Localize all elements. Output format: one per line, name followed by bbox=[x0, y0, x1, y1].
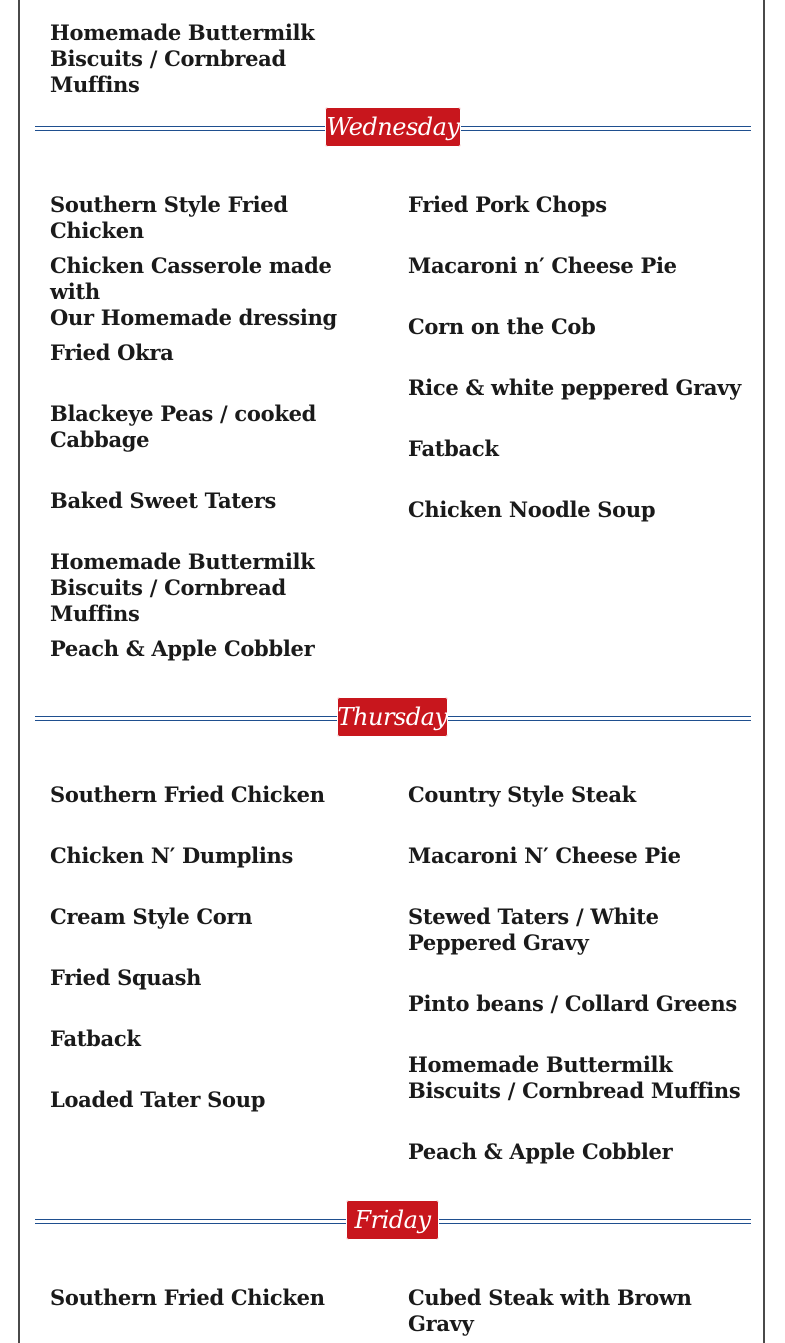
menu-item: Fatback bbox=[408, 436, 499, 461]
menu-item: Fried Okra bbox=[50, 340, 174, 365]
menu-item: Homemade Buttermilk Biscuits / Cornbread Muffins bbox=[408, 1052, 741, 1103]
menu-item: Peach & Apple Cobbler bbox=[50, 636, 315, 661]
menu-item: Cubed Steak with Brown Gravy bbox=[408, 1285, 692, 1336]
menu-item: Country Style Steak bbox=[408, 782, 636, 807]
menu-item: Macaroni n′ Cheese Pie bbox=[408, 253, 677, 278]
menu-item: Pinto beans / Collard Greens bbox=[408, 991, 737, 1016]
menu-item: Chicken N′ Dumplins bbox=[50, 843, 294, 868]
day-badge-wednesday: Wednesday bbox=[325, 107, 461, 147]
menu-item: Baked Sweet Taters bbox=[50, 488, 277, 513]
menu-item: Loaded Tater Soup bbox=[50, 1087, 266, 1112]
day-badge-friday: Friday bbox=[346, 1200, 439, 1240]
menu-item: Fried Squash bbox=[50, 965, 202, 990]
menu-item: Chicken Noodle Soup bbox=[408, 497, 656, 522]
menu-item: Chicken Casserole made with Our Homemade dressing bbox=[50, 253, 337, 330]
menu-item: Cream Style Corn bbox=[50, 904, 253, 929]
menu-item: Corn on the Cob bbox=[408, 314, 596, 339]
menu-item: Peach & Apple Cobbler bbox=[408, 1139, 673, 1164]
menu-item: Southern Fried Chicken bbox=[50, 782, 325, 807]
menu-item: Homemade Buttermilk Biscuits / Cornbread Muffins bbox=[50, 20, 315, 97]
menu-item: Stewed Taters / White Peppered Gravy bbox=[408, 904, 659, 955]
menu-item: Fried Pork Chops bbox=[408, 192, 607, 217]
menu-item: Southern Style Fried Chicken bbox=[50, 192, 288, 243]
menu-item: Southern Fried Chicken bbox=[50, 1285, 325, 1310]
menu-item: Macaroni N′ Cheese Pie bbox=[408, 843, 681, 868]
menu-item: Fatback bbox=[50, 1026, 141, 1051]
day-badge-thursday: Thursday bbox=[337, 697, 448, 737]
menu-item: Homemade Buttermilk Biscuits / Cornbread Muffins bbox=[50, 549, 315, 626]
menu-item: Rice & white peppered Gravy bbox=[408, 375, 741, 400]
menu-item: Blackeye Peas / cooked Cabbage bbox=[50, 401, 317, 452]
